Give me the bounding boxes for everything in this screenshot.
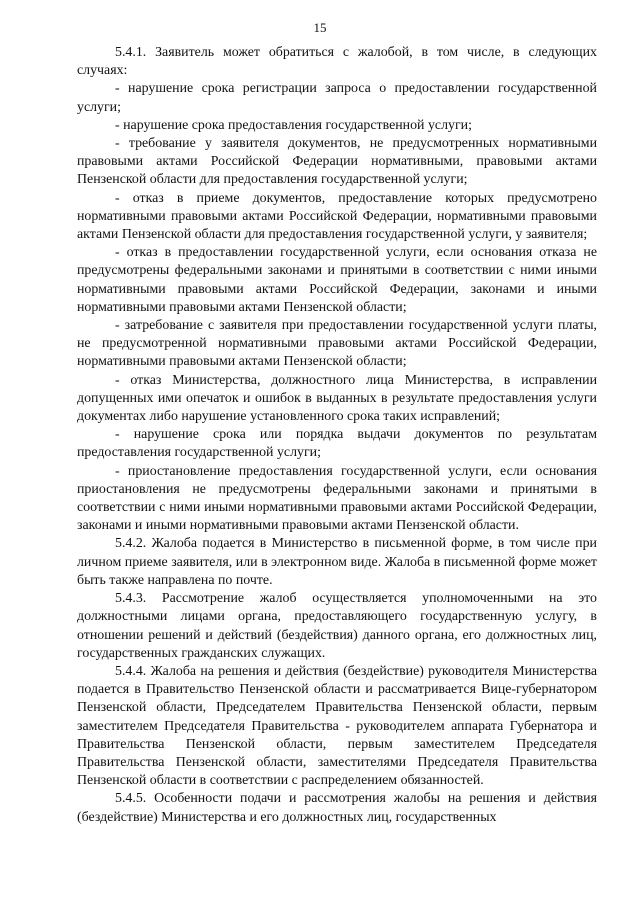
list-item-suspension: - приостановление предоставления государственной услуги, если основания приостановления не предусмотрены федеральными законами и принятыми в соответствии с ними иными нормативными правовыми актами Российской Федерации, законами и иными нормативными правовыми актами Пензенской области. <box>77 463 597 534</box>
list-item-correction-refusal: - отказ Министерства, должностного лица Министерства, в исправлении допущенных ими опечаток и ошибок в выданных в результате предоставления услуги документах либо нарушение установленного срока таких исправлений; <box>77 372 597 425</box>
list-item-document-refusal: - отказ в приеме документов, предоставление которых предусмотрено нормативными правовыми актами Российской Федерации, нормативными правовыми актами Пензенской области для предоставления государственной услуги, у заявителя; <box>77 190 597 243</box>
paragraph-5-4-2: 5.4.2. Жалоба подается в Министерство в письменной форме, в том числе при личном приеме заявителя, или в электронном виде. Жалоба в письменной форме может быть также направлена по почте. <box>77 536 597 588</box>
list-item-registration-delay: - нарушение срока регистрации запроса о предоставлении государственной услуги; <box>77 81 597 115</box>
page-number: 15 <box>313 20 327 35</box>
list-item-service-refusal: - отказ в предоставлении государственной услуги, если основания отказа не предусмотрены федеральными законами и принятыми в соответствии с ними иными нормативными правовыми актами Российской Федерации, законами и иными нормативными правовыми актами Пензенской области; <box>77 245 597 315</box>
paragraph-5-4-1: 5.4.1. Заявитель может обратиться с жалобой, в том числе, в следующих случаях: <box>77 45 597 79</box>
list-item-service-delay: - нарушение срока предоставления государственной услуги; <box>115 117 472 133</box>
paragraph-5-4-4: 5.4.4. Жалоба на решения и действия (бездействие) руководителя Министерства подается в Правительство Пензенской области и рассматривается Вице-губернатором Пензенской области, Председателем Правительства Пензенской области, первым заместителем Председателя Правительства - руководителем аппарата Губернатора и Правительства Пензенской области, первым заместителем Председателя Правительства Пензенской области, заместителями Председателя Правительства Пензенской области в соответствии с распределением обязанностей. <box>77 663 597 789</box>
document-body <box>77 44 597 827</box>
list-item-issuance-violation: - нарушение срока или порядка выдачи документов по результатам предоставления государственной услуги; <box>77 427 597 461</box>
list-item-extra-documents: - требование у заявителя документов, не предусмотренных нормативными правовыми актами Российской Федерации нормативными, правовыми актами Пензенской области для предоставления государственной услуги; <box>77 136 597 188</box>
list-item-fee-demand: - затребование с заявителя при предоставлении государственной услуги платы, не предусмотренной нормативными правовыми актами Российской Федерации, нормативными правовыми актами Пензенской области; <box>77 318 597 370</box>
paragraph-5-4-5: 5.4.5. Особенности подачи и рассмотрения жалобы на решения и действия (бездействие) Министерства и его должностных лиц, государственных <box>77 791 597 825</box>
paragraph-5-4-3: 5.4.3. Рассмотрение жалоб осуществляется уполномоченными на это должностными лицами органа, предоставляющего государственную услугу, в отношении решений и действий (бездействия) данного органа, его должностных лиц, государственных гражданских служащих. <box>77 591 597 661</box>
